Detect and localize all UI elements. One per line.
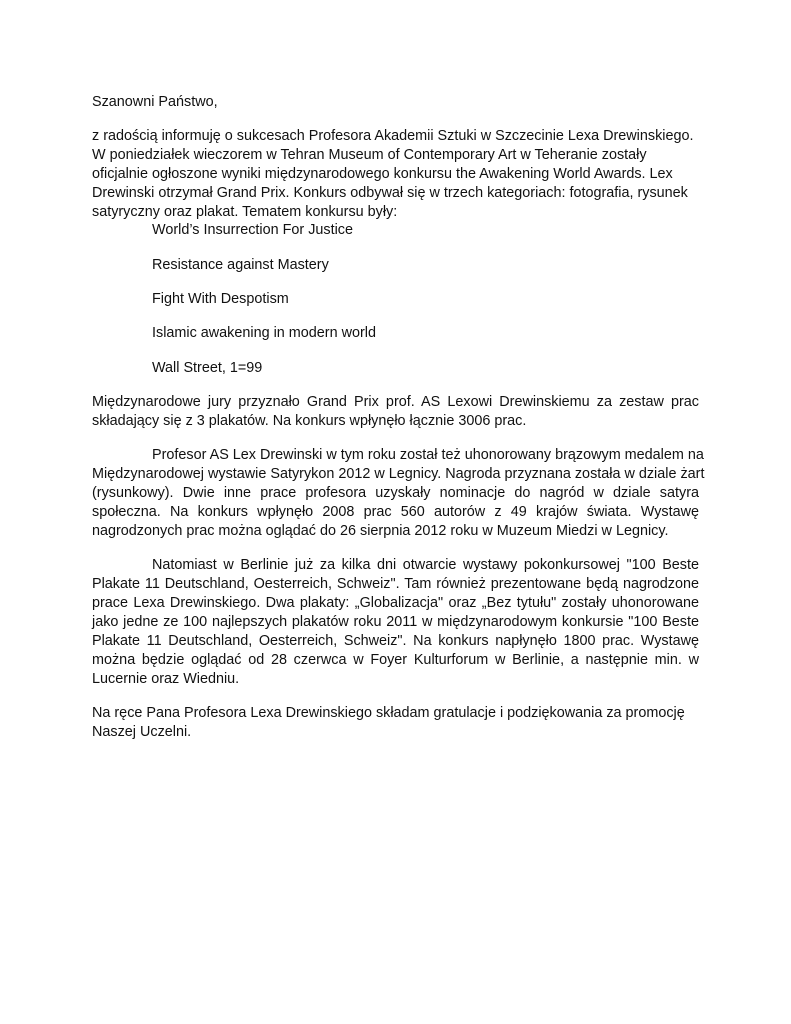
intro-line: Drewinski otrzymał Grand Prix. Konkurs odbywał się w trzech kategoriach: fotografia, rysunek <box>92 185 688 201</box>
intro-line: W poniedziałek wieczorem w Tehran Museum of Contemporary Art w Teheranie zostały <box>92 147 647 163</box>
closing-line: Naszej Uczelni. <box>92 724 192 740</box>
jury-line: składający się z 3 plakatów. Na konkurs wpłynęło łącznie 3006 prac. <box>92 413 527 429</box>
berlin-line: Natomiast w Berlinie już za kilka dni otwarcie wystawy pokonkursowej "100 Beste <box>152 557 699 573</box>
berlin-line: Lucernie oraz Wiedniu. <box>92 671 240 687</box>
topic-item: World’s Insurrection For Justice <box>152 222 354 238</box>
intro-line: oficjalnie ogłoszone wyniki międzynarodowego konkursu the Awakening World Awards. Lex <box>92 166 673 182</box>
berlin-line: można będzie oglądać od 28 czerwca w Foyer Kulturforum w Berlinie, a następnie min. w <box>92 652 699 668</box>
berlin-line: prace Lexa Drewinskiego. Dwa plakaty: „Globalizacja" oraz „Bez tytułu" zostały uhonorowane <box>92 595 699 611</box>
topic-item: Resistance against Mastery <box>152 257 329 273</box>
greeting: Szanowni Państwo, <box>92 94 218 110</box>
berlin-line: Plakate 11 Deutschland, Oesterreich, Schweiz". Tam również prezentowane będą nagrodzone <box>92 576 699 592</box>
topic-item: Fight With Despotism <box>152 291 289 307</box>
satyrykon-line: Międzynarodowej wystawie Satyrykon 2012 w Legnicy. Nagroda przyznana została w dziale żart <box>92 466 705 482</box>
intro-line: z radością informuję o sukcesach Profesora Akademii Sztuki w Szczecinie Lexa Drewinskiego. <box>92 128 694 144</box>
berlin-line: jako jedne ze 100 najlepszych plakatów roku 2011 w międzynarodowym konkursie "100 Beste <box>92 614 699 630</box>
satyrykon-line: społeczna. Na konkurs wpłynęło 2008 prac 560 autorów z 49 krajów świata. Wystawę <box>92 504 699 520</box>
satyrykon-line: Profesor AS Lex Drewinski w tym roku został też uhonorowany brązowym medalem na <box>152 447 704 463</box>
satyrykon-line: (rysunkowy). Dwie inne prace profesora uzyskały nominacje do nagród w dziale satyra <box>92 485 699 501</box>
intro-line: satyryczny oraz plakat. Tematem konkursu były: <box>92 204 398 220</box>
closing-line: Na ręce Pana Profesora Lexa Drewinskiego składam gratulacje i podziękowania za promocję <box>92 705 685 721</box>
topic-item: Islamic awakening in modern world <box>152 325 376 341</box>
satyrykon-line: nagrodzonych prac można oglądać do 26 sierpnia 2012 roku w Muzeum Miedzi w Legnicy. <box>92 523 669 539</box>
berlin-line: Plakate 11 Deutschland, Oesterreich, Schweiz". Na konkurs napłynęło 1800 prac. Wystawę <box>92 633 699 649</box>
topic-item: Wall Street, 1=99 <box>152 360 263 376</box>
jury-line: Międzynarodowe jury przyznało Grand Prix prof. AS Lexowi Drewinskiemu za zestaw prac <box>92 394 699 410</box>
